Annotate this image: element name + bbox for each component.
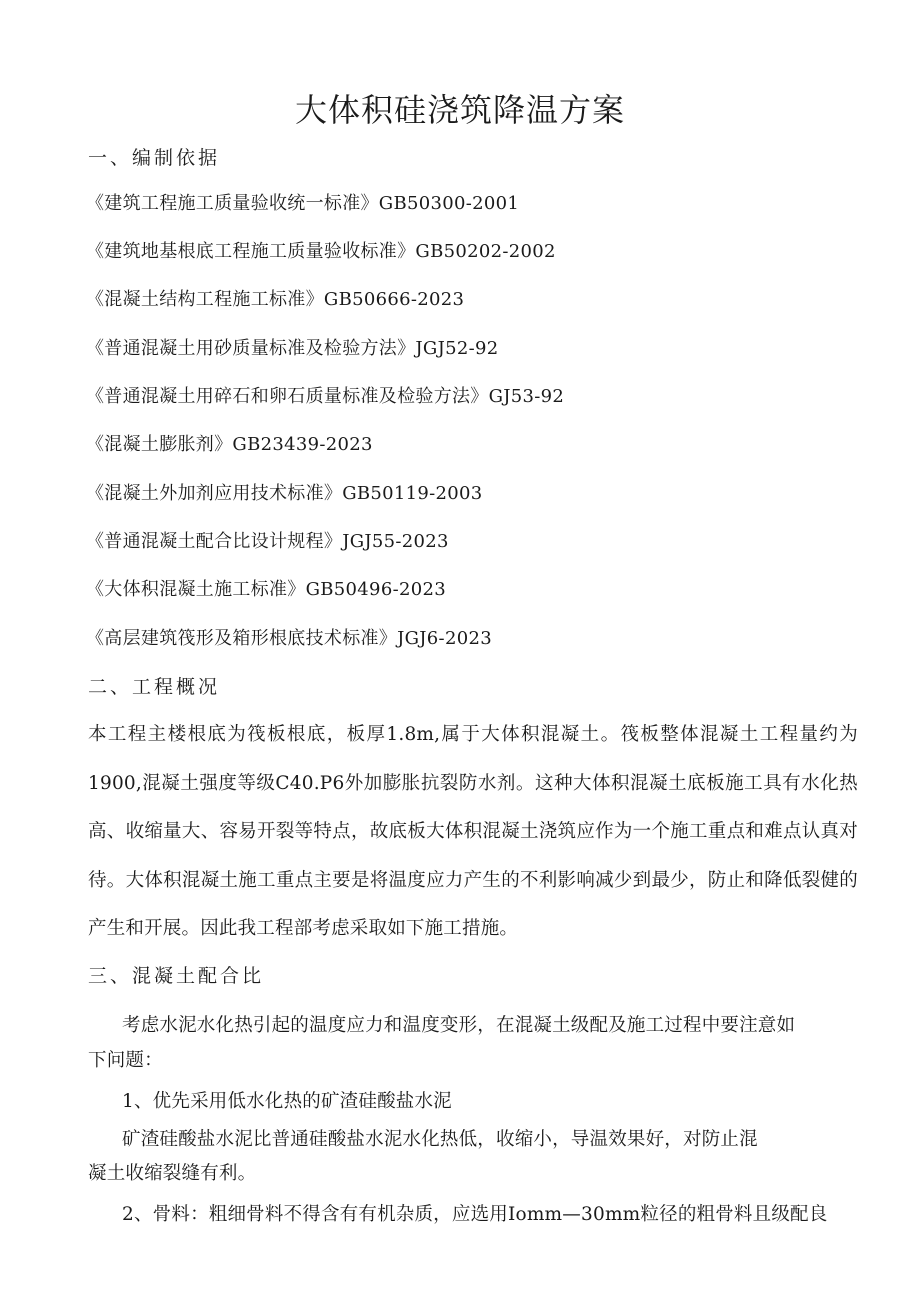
reference-item: 《高层建筑筏形及箱形根底技术标准》JGJ6-2023 — [86, 628, 492, 649]
reference-item: 《建筑地基根底工程施工质量验收标准》GB50202-2002 — [86, 241, 556, 262]
mix-intro-line-2: 下问题： — [88, 1050, 163, 1071]
item-2-text-line-1: 2、骨料：粗细骨料不得含有有机杂质，应选用Iomm—30mm粒径的粗骨料且级配良 — [122, 1204, 828, 1225]
item-1-text-line-2: 凝土收缩裂缝有利。 — [88, 1163, 257, 1184]
overview-paragraph: 本工程主楼根底为筏板根底，板厚1.8m,属于大体积混凝土。筏板整体混凝土工程量约为1900,混凝土强度等级C40.P6外加膨胀抗裂防水剂。这种大体积混凝土底板施工具有水化热高、收缩量大、容易开裂等特点，故底板大体积混凝土浇筑应作为一个施工重点和难点认真对待。大体积混凝土施工重点主要是将温度应力产生的不利影响减少到最少，防止和降低裂健的产生和开展。因此我工程部考虑采取如下施工措施。 — [88, 724, 858, 939]
section-heading-basis: 一、编制依据 — [88, 147, 221, 169]
section-heading-overview: 二、工程概况 — [88, 676, 221, 698]
reference-item: 《混凝土结构工程施工标准》GB50666-2023 — [86, 289, 465, 310]
reference-item: 《建筑工程施工质量验收统一标准》GB50300-2001 — [86, 193, 520, 214]
reference-item: 《普通混凝土配合比设计规程》JGJ55-2023 — [86, 531, 449, 552]
reference-item: 《混凝土膨胀剂》GB23439-2023 — [86, 434, 373, 455]
section-heading-mix-ratio: 三、混凝土配合比 — [88, 965, 265, 987]
reference-item: 《普通混凝土用碎石和卵石质量标准及检验方法》GJ53-92 — [86, 386, 565, 407]
item-1-text-line-1: 矿渣硅酸盐水泥比普通硅酸盐水泥水化热低，收缩小，导温效果好，对防止混 — [122, 1129, 758, 1150]
reference-item: 《普通混凝土用砂质量标准及检验方法》JGJ52-92 — [86, 338, 499, 359]
mix-intro-line-1: 考虑水泥水化热引起的温度应力和温度变形，在混凝土级配及施工过程中要注意如 — [122, 1015, 796, 1036]
reference-item: 《混凝土外加剂应用技术标准》GB50119-2003 — [86, 483, 483, 504]
item-1-title: 1、优先采用低水化热的矿渣硅酸盐水泥 — [122, 1091, 452, 1112]
document-title: 大体积硅浇筑降温方案 — [294, 91, 625, 129]
reference-item: 《大体积混凝土施工标准》GB50496-2023 — [86, 579, 446, 600]
